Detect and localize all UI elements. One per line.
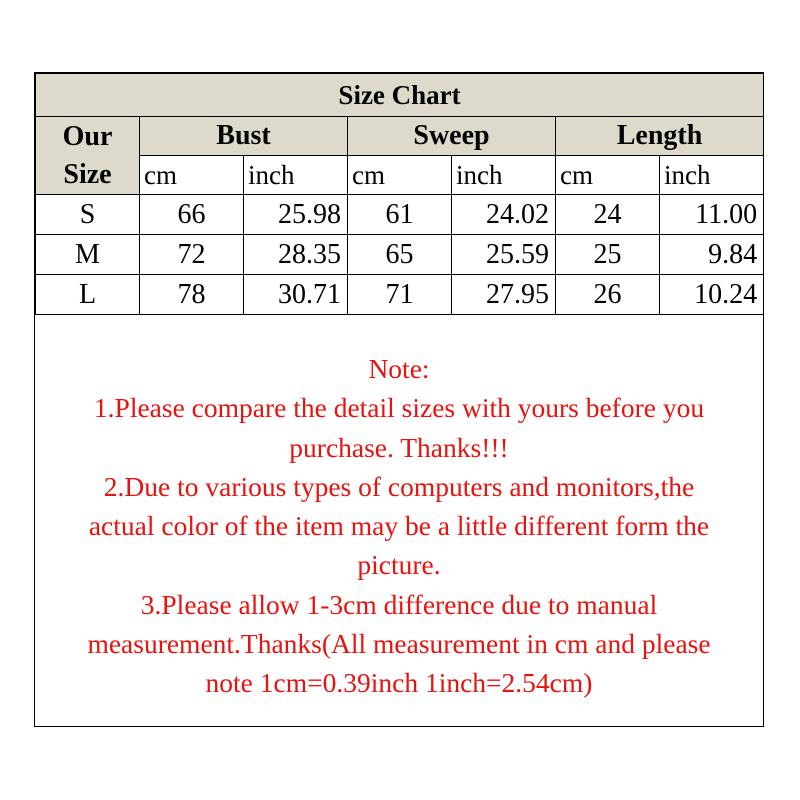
note-line: picture. — [357, 549, 441, 581]
length-cm-cell: 25 — [556, 235, 660, 275]
note-line: measurement.Thanks(All measurement in cm and please — [87, 628, 711, 660]
note-line: actual color of the item may be a little different form the — [88, 510, 710, 542]
bust-header: Bust — [140, 117, 348, 156]
unit-cell: inch — [244, 156, 348, 195]
size-column-header — [36, 117, 140, 195]
length-header: Length — [556, 117, 764, 156]
length-cm-cell: 26 — [556, 275, 660, 315]
bust-inch-cell: 30.71 — [244, 275, 348, 315]
length-cm-cell: 24 — [556, 195, 660, 235]
note-heading: Note: — [368, 353, 430, 384]
sweep-cm-cell: 61 — [348, 195, 452, 235]
unit-cell: cm — [140, 156, 244, 195]
sweep-inch-cell: 24.02 — [452, 195, 556, 235]
table-row — [36, 235, 764, 275]
sweep-inch-cell: 25.59 — [452, 235, 556, 275]
unit-cell: cm — [556, 156, 660, 195]
note-line: 1.Please compare the detail sizes with yours before you — [93, 392, 705, 424]
notes-block — [35, 321, 763, 703]
size-chart — [34, 72, 764, 727]
note-line: 2.Due to various types of computers and monitors,the — [103, 470, 695, 502]
sweep-cm-cell: 71 — [348, 275, 452, 315]
unit-cell: cm — [348, 156, 452, 195]
sweep-cm-cell: 65 — [348, 235, 452, 275]
note-line: purchase. Thanks!!! — [289, 431, 509, 463]
length-inch-cell: 9.84 — [660, 235, 764, 275]
unit-cell: inch — [660, 156, 764, 195]
note-line: note 1cm=0.39inch 1inch=2.54cm) — [205, 667, 593, 699]
size-cell: S — [36, 195, 140, 235]
table-row — [36, 275, 764, 315]
table-row — [36, 195, 764, 235]
length-inch-cell: 11.00 — [660, 195, 764, 235]
table-title: Size Chart — [36, 74, 764, 117]
bust-cm-cell: 78 — [140, 275, 244, 315]
size-cell: L — [36, 275, 140, 315]
sweep-header: Sweep — [348, 117, 556, 156]
bust-cm-cell: 66 — [140, 195, 244, 235]
sweep-inch-cell: 27.95 — [452, 275, 556, 315]
size-header-line1: Our — [62, 120, 113, 152]
unit-cell: inch — [452, 156, 556, 195]
length-inch-cell: 10.24 — [660, 275, 764, 315]
bust-inch-cell: 25.98 — [244, 195, 348, 235]
size-cell: M — [36, 235, 140, 275]
bust-cm-cell: 72 — [140, 235, 244, 275]
size-header-line2: Size — [63, 158, 112, 190]
bust-inch-cell: 28.35 — [244, 235, 348, 275]
size-table — [35, 73, 764, 315]
note-line: 3.Please allow 1-3cm difference due to manual — [140, 588, 658, 620]
